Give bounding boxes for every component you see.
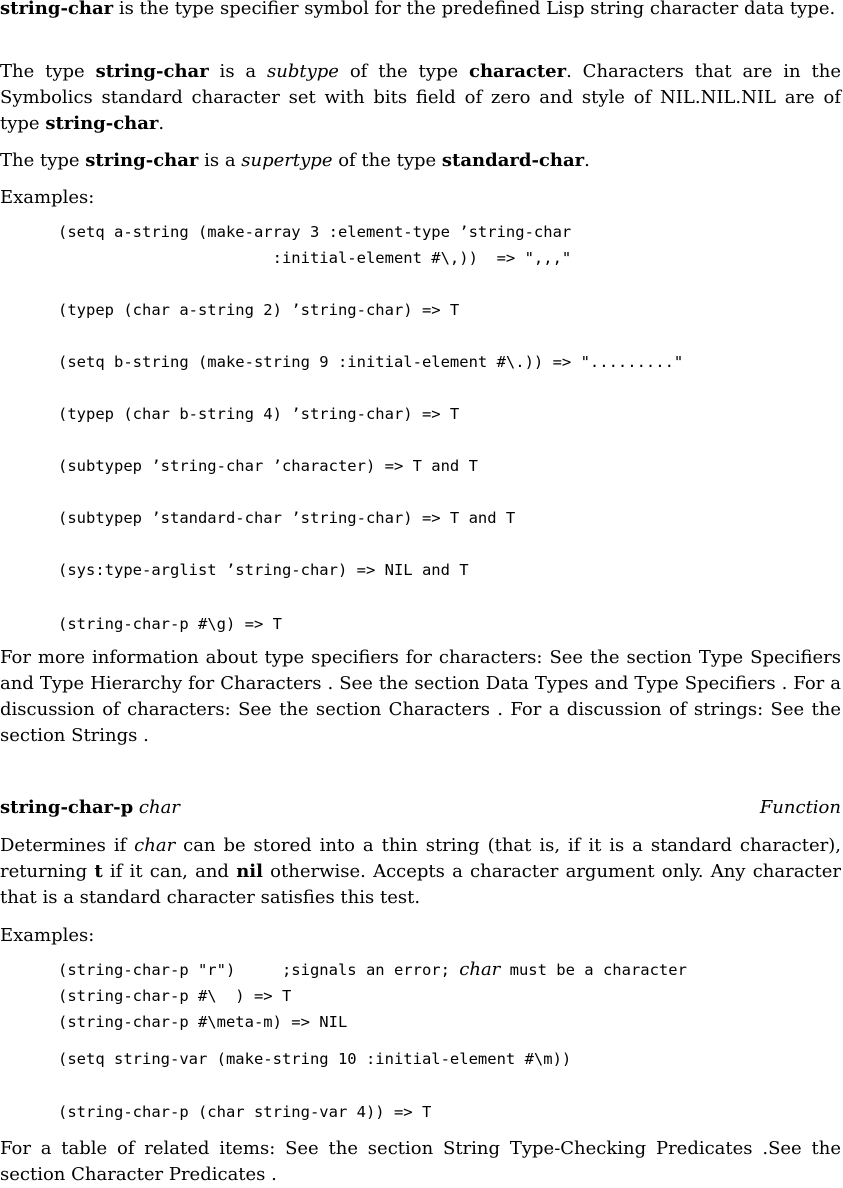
function-signature	[0, 795, 180, 821]
code-line: (typep (char a-string 2) ’string-char) => T	[58, 301, 460, 319]
code-line: (string-char-p #\ ) => T	[58, 987, 292, 1005]
function-description: Determines if char can be stored into a thin string (that is, if it is a standard character), returning t if it can, and nil otherwise. Accepts a character argument only. Any character that is a standard character satisfies this test.	[0, 835, 842, 908]
code-line: (setq string-var (make-string 10 :initial-element #\m))	[58, 1050, 572, 1068]
related-paragraph: For a table of related items: See the section String Type-Checking Predicates .See the section Character Predicates .	[0, 1138, 841, 1185]
function-kind: Function	[759, 797, 841, 818]
function-heading	[0, 795, 841, 821]
code-line: (subtypep ’standard-char ’string-char) => T and T	[58, 509, 516, 527]
examples-label: Examples:	[0, 187, 95, 208]
supertype-paragraph: The type string-char is a supertype of the type standard-char.	[0, 150, 590, 171]
function-arg: char	[133, 797, 180, 818]
code-line: :initial-element #\,)) => ",,,"	[58, 249, 572, 267]
more-info-paragraph: For more information about type specifiers for characters: See the section Type Specifiers and Type Hierarchy for Characters . See the section Data Types and Type Specifiers . For a discussion of characters: See the section Characters . For a discussion of strings: See the section Strings .	[0, 647, 841, 746]
code-line: (typep (char b-string 4) ’string-char) => T	[58, 405, 460, 423]
code-line: (setq b-string (make-string 9 :initial-element #\.)) => "........."	[58, 353, 684, 371]
code-line: (string-char-p #\meta-m) => NIL	[58, 1013, 348, 1031]
function-name: string-char-p	[0, 797, 134, 818]
code-line: (setq a-string (make-array 3 :element-type ’string-char	[58, 223, 572, 241]
term-string-char: string-char	[0, 0, 114, 19]
code-line: (sys:type-arglist ’string-char) => NIL and T	[58, 561, 469, 579]
code-line: (string-char-p "r") ;signals an error; char must be a character	[58, 959, 687, 980]
subtype-paragraph: The type string-char is a subtype of the type character. Characters that are in the Symbolics standard character set with bits field of zero and style of NIL.NIL.NIL are of type string-char.	[0, 61, 841, 134]
code-line: (string-char-p #\g) => T	[58, 615, 282, 633]
code-line: (string-char-p (char string-var 4)) => T	[58, 1103, 432, 1121]
examples-label: Examples:	[0, 925, 95, 946]
intro-paragraph: string-char is the type specifier symbol for the predefined Lisp string character data type.	[0, 0, 836, 19]
code-line: (subtypep ’string-char ’character) => T and T	[58, 457, 478, 475]
